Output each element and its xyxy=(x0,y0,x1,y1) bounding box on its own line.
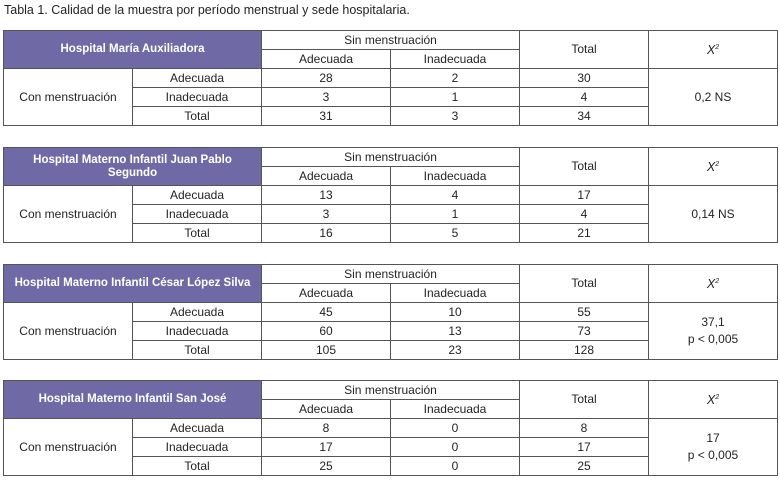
header-inadecuada: Inadecuada xyxy=(391,400,520,419)
row-label-inadecuada: Inadecuada xyxy=(133,88,262,107)
header-adecuada: Adecuada xyxy=(262,50,391,69)
cell-value: 28 xyxy=(262,69,391,88)
row-label-con-menstruacion: Con menstruación xyxy=(4,186,133,243)
row-label-adecuada: Adecuada xyxy=(133,303,262,322)
chi-value: 0,2 NS xyxy=(694,89,732,104)
cell-value: 30 xyxy=(520,69,649,88)
cell-value: 4 xyxy=(520,205,649,224)
cell-value: 3 xyxy=(391,107,520,126)
table-hospital-juan-pablo-segundo xyxy=(3,147,778,243)
header-total: Total xyxy=(520,31,649,69)
row-label-adecuada: Adecuada xyxy=(133,69,262,88)
hospital-name: Hospital Materno Infantil César López Silva xyxy=(4,265,262,303)
row-label-con-menstruacion: Con menstruación xyxy=(4,303,133,360)
cell-value: 16 xyxy=(262,224,391,243)
row-label-adecuada: Adecuada xyxy=(133,186,262,205)
row-label-con-menstruacion: Con menstruación xyxy=(4,419,133,476)
cell-value: 2 xyxy=(391,69,520,88)
cell-value: 17 xyxy=(520,438,649,457)
table-hospital-cesar-lopez-silva xyxy=(3,264,778,360)
header-chi-square: $X^2$ xyxy=(649,31,778,69)
chi-value: 0,14 NS xyxy=(691,206,735,221)
header-chi-square: $X^2$ xyxy=(649,265,778,303)
cell-value: 3 xyxy=(262,88,391,107)
cell-value: 34 xyxy=(520,107,649,126)
header-adecuada: Adecuada xyxy=(262,400,391,419)
cell-value: 3 xyxy=(262,205,391,224)
hospital-name: Hospital Materno Infantil San José xyxy=(4,381,262,419)
p-value: p < 0,005 xyxy=(687,332,739,346)
row-label-inadecuada: Inadecuada xyxy=(133,322,262,341)
header-total: Total xyxy=(520,265,649,303)
row-label-total: Total xyxy=(133,224,262,243)
table-caption: Tabla 1. Calidad de la muestra por período menstrual y sede hospitalaria. xyxy=(4,3,410,17)
chi-square-value xyxy=(649,303,778,360)
cell-value: 4 xyxy=(391,186,520,205)
header-sin-menstruacion: Sin menstruación xyxy=(262,31,520,50)
cell-value: 0 xyxy=(391,438,520,457)
cell-value: 8 xyxy=(520,419,649,438)
cell-value: 0 xyxy=(391,457,520,476)
cell-value: 1 xyxy=(391,205,520,224)
cell-value: 0 xyxy=(391,419,520,438)
chi-square-value xyxy=(649,69,778,126)
cell-value: 21 xyxy=(520,224,649,243)
chi-square-value xyxy=(649,419,778,476)
chi-value: 17 xyxy=(706,431,720,445)
cell-value: 13 xyxy=(262,186,391,205)
header-total: Total xyxy=(520,148,649,186)
row-label-inadecuada: Inadecuada xyxy=(133,438,262,457)
cell-value: 5 xyxy=(391,224,520,243)
cell-value: 128 xyxy=(520,341,649,360)
header-chi-square: $X^2$ xyxy=(649,148,778,186)
header-sin-menstruacion: Sin menstruación xyxy=(262,381,520,400)
header-sin-menstruacion: Sin menstruación xyxy=(262,148,520,167)
chi-value: 37,1 xyxy=(701,315,725,329)
cell-value: 1 xyxy=(391,88,520,107)
cell-value: 60 xyxy=(262,322,391,341)
table-hospital-maria-auxiliadora xyxy=(3,30,778,126)
header-chi-square: $X^2$ xyxy=(649,381,778,419)
cell-value: 10 xyxy=(391,303,520,322)
cell-value: 8 xyxy=(262,419,391,438)
cell-value: 25 xyxy=(520,457,649,476)
hospital-name: Hospital Materno Infantil Juan Pablo Segundo xyxy=(4,148,262,186)
cell-value: 17 xyxy=(520,186,649,205)
header-inadecuada: Inadecuada xyxy=(391,284,520,303)
cell-value: 23 xyxy=(391,341,520,360)
cell-value: 45 xyxy=(262,303,391,322)
header-sin-menstruacion: Sin menstruación xyxy=(262,265,520,284)
hospital-name: Hospital María Auxiliadora xyxy=(4,31,262,69)
cell-value: 13 xyxy=(391,322,520,341)
chi-square-value xyxy=(649,186,778,243)
cell-value: 31 xyxy=(262,107,391,126)
row-label-con-menstruacion: Con menstruación xyxy=(4,69,133,126)
header-total: Total xyxy=(520,381,649,419)
cell-value: 25 xyxy=(262,457,391,476)
cell-value: 55 xyxy=(520,303,649,322)
row-label-total: Total xyxy=(133,107,262,126)
header-adecuada: Adecuada xyxy=(262,167,391,186)
cell-value: 105 xyxy=(262,341,391,360)
header-adecuada: Adecuada xyxy=(262,284,391,303)
row-label-total: Total xyxy=(133,341,262,360)
header-inadecuada: Inadecuada xyxy=(391,50,520,69)
cell-value: 4 xyxy=(520,88,649,107)
cell-value: 17 xyxy=(262,438,391,457)
header-inadecuada: Inadecuada xyxy=(391,167,520,186)
table-hospital-san-jose xyxy=(3,380,778,476)
p-value: p < 0,005 xyxy=(687,448,739,462)
row-label-inadecuada: Inadecuada xyxy=(133,205,262,224)
row-label-adecuada: Adecuada xyxy=(133,419,262,438)
cell-value: 73 xyxy=(520,322,649,341)
row-label-total: Total xyxy=(133,457,262,476)
